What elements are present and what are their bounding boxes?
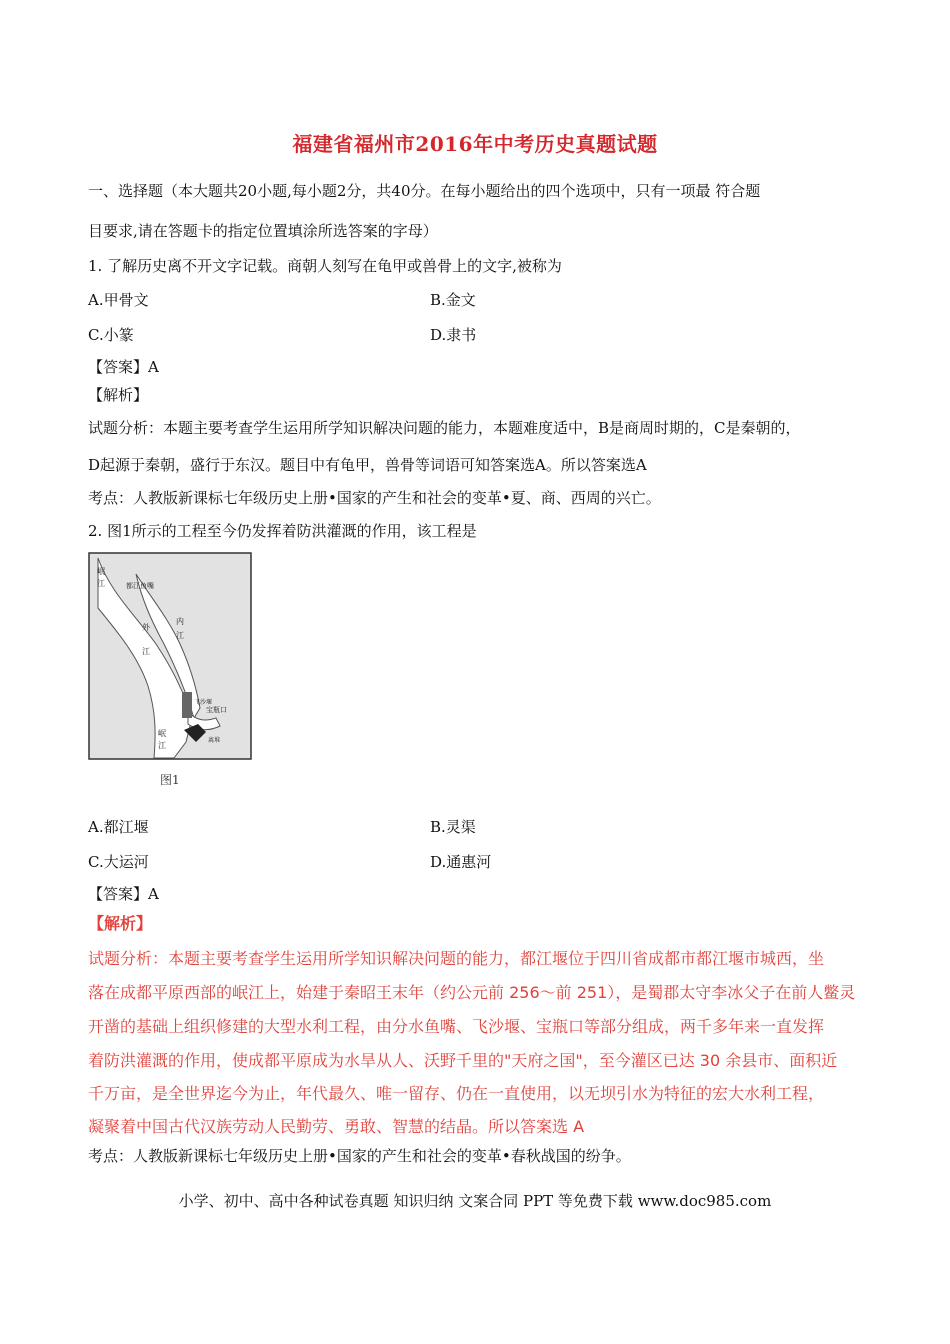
map-label-yuzui: 都江鱼嘴	[126, 582, 154, 590]
map-label-baopingkou: 宝瓶口	[206, 706, 227, 714]
question-2-option-b: B.灵渠	[430, 818, 476, 836]
question-1-option-b: B.金文	[430, 291, 476, 309]
feishayan-mark	[182, 692, 192, 718]
map-label-feishayan: 飞沙堰	[194, 699, 213, 706]
map-label-nei: 内	[176, 617, 184, 626]
question-1-option-a: A.甲骨文	[88, 291, 149, 309]
question-2-analysis-line-3: 开凿的基础上组织修建的大型水利工程，由分水鱼嘴、飞沙堰、宝瓶口等部分组成，两千多年来一直发挥	[88, 1017, 825, 1036]
map-label-jiang-inner: 江	[176, 631, 184, 640]
question-2-analysis-line-1: 试题分析：本题主要考查学生运用所学知识解决问题的能力，都江堰位于四川省成都市都江堰市城西，坐	[88, 949, 825, 968]
question-2-analysis-line-6: 凝聚着中国古代汉族劳动人民勤劳、勇敢、智慧的结晶。所以答案选 A	[88, 1117, 585, 1136]
question-1-option-c: C.小篆	[88, 326, 134, 344]
figure-caption: 图1	[160, 773, 180, 787]
page-title: 福建省福州市2016年中考历史真题试题	[292, 132, 658, 156]
question-2-point: 考点：人教版新课标七年级历史上册•国家的产生和社会的变革•春秋战国的纷争。	[88, 1147, 631, 1165]
dujiangyan-map-figure	[88, 552, 252, 792]
section-intro-line-1: 一、选择题（本大题共20小题,每小题2分，共40分。在每小题给出的四个选项中，只有一项最 符合题	[88, 182, 761, 200]
map-label-min-top: 岷	[97, 567, 105, 576]
map-label-wai: 外	[142, 623, 150, 632]
question-1-stem: 1. 了解历史离不开文字记载。商朝人刻写在龟甲或兽骨上的文字,被称为	[88, 257, 562, 275]
map-label-min-bottom: 岷	[158, 729, 166, 738]
question-1-analysis-line-1: 试题分析：本题主要考查学生运用所学知识解决问题的能力，本题难度适中，B是商周时期的，C是秦朝的，	[88, 419, 801, 437]
question-2-option-d: D.通惠河	[430, 853, 492, 871]
dujiangyan-map	[88, 552, 252, 792]
map-label-lidui: 离堆	[208, 737, 221, 744]
question-2-stem: 2. 图1所示的工程至今仍发挥着防洪灌溉的作用，该工程是	[88, 522, 477, 540]
question-1-analysis-head: 【解析】	[88, 386, 149, 404]
question-2-answer: 【答案】A	[88, 885, 159, 903]
map-label-jiang-bottom: 江	[158, 741, 166, 750]
map-label-jiang-top: 江	[97, 579, 105, 588]
section-intro-line-2: 目要求,请在答题卡的指定位置填涂所选答案的字母）	[88, 222, 438, 240]
question-2-analysis-line-5: 千万亩，是全世界迄今为止，年代最久、唯一留存、仍在一直使用，以无坝引水为特征的宏大水利工程，	[88, 1084, 825, 1103]
question-1-analysis-line-2: D起源于秦朝，盛行于东汉。题目中有龟甲，兽骨等词语可知答案选A。所以答案选A	[88, 456, 647, 474]
question-1-answer: 【答案】A	[88, 358, 159, 376]
question-2-option-c: C.大运河	[88, 853, 149, 871]
question-2-analysis-line-4: 着防洪灌溉的作用，使成都平原成为水旱从人、沃野千里的"天府之国"，至今灌区已达 30 余县市、面积近	[88, 1051, 838, 1070]
question-2-option-a: A.都江堰	[88, 818, 149, 836]
question-2-analysis-line-2: 落在成都平原西部的岷江上，始建于秦昭王末年（约公元前 256～前 251），是蜀郡太守李冰父子在前人鳖灵	[88, 983, 856, 1002]
question-2-analysis-head: 【解析】	[88, 914, 153, 933]
question-1-option-d: D.隶书	[430, 326, 477, 344]
map-label-jiang-outer: 江	[142, 647, 150, 656]
page-footer: 小学、初中、高中各种试卷真题 知识归纳 文案合同 PPT 等免费下载 www.doc985.com	[178, 1192, 772, 1210]
question-1-point: 考点：人教版新课标七年级历史上册•国家的产生和社会的变革•夏、商、西周的兴亡。	[88, 489, 661, 507]
